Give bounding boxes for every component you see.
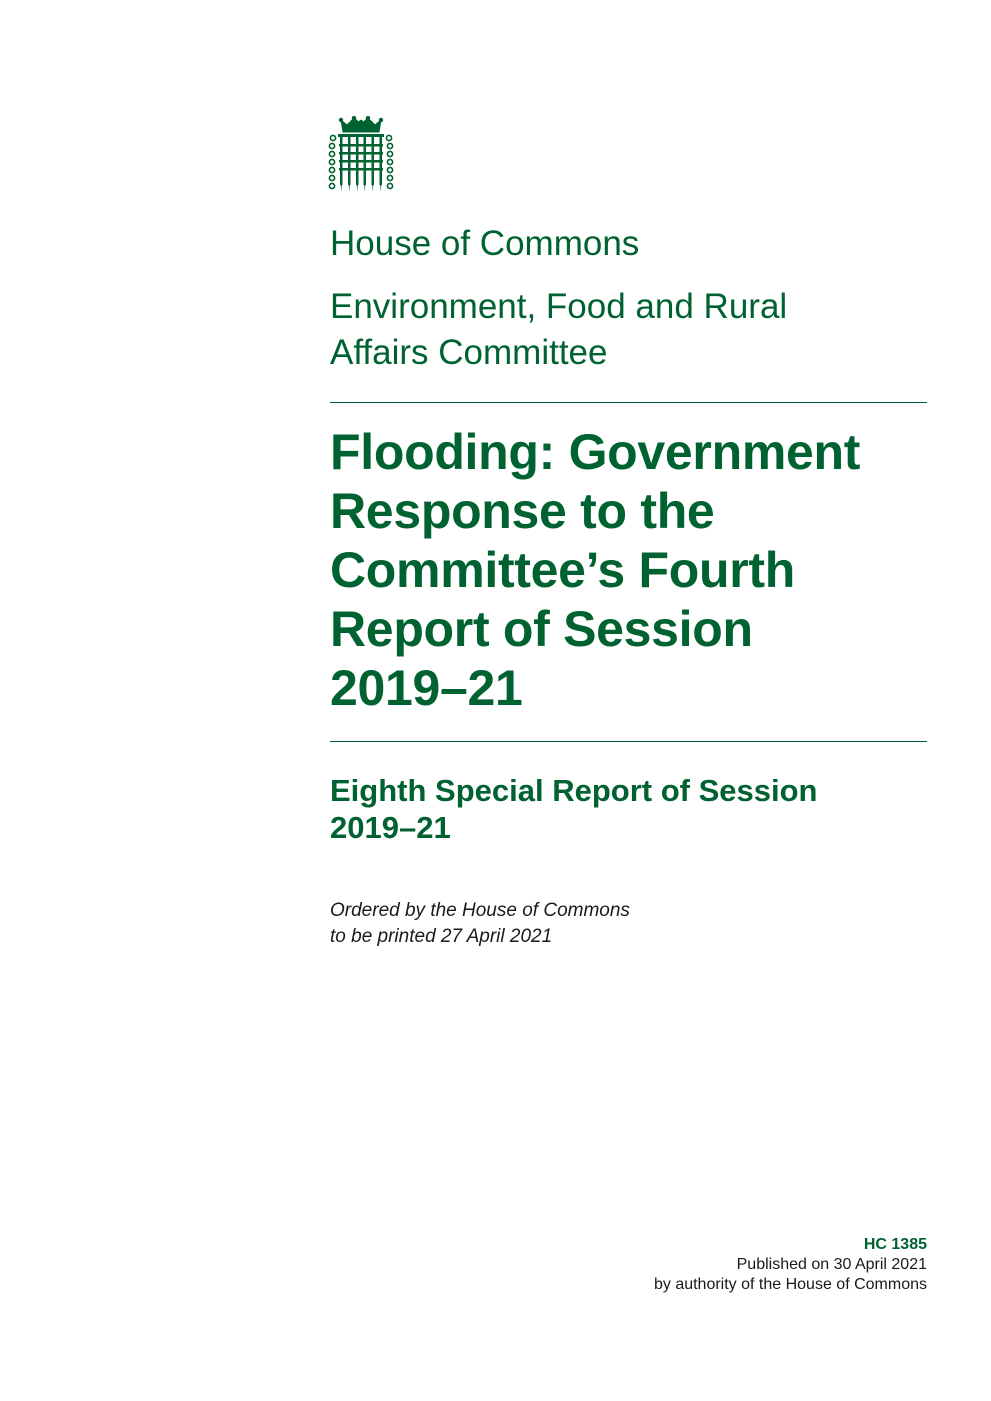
divider-bottom xyxy=(330,741,927,742)
published-date: Published on 30 April 2021 xyxy=(736,1256,927,1273)
report-subtitle-line: 2019–21 xyxy=(330,810,451,845)
portcullis-icon xyxy=(327,116,395,196)
committee-name xyxy=(330,284,930,376)
ordered-note-line: Ordered by the House of Commons xyxy=(330,900,630,921)
ordered-note xyxy=(330,898,830,950)
report-title-line: Committee’s Fourth xyxy=(330,542,795,598)
report-title-line: Response to the xyxy=(330,483,715,539)
hc-number: HC 1385 xyxy=(863,1236,927,1253)
report-title-line: 2019–21 xyxy=(330,660,523,716)
report-title-line: Flooding: Government xyxy=(330,424,861,480)
committee-name-line: Environment, Food and Rural xyxy=(330,287,788,326)
house-name: House of Commons xyxy=(330,224,640,263)
publication-info xyxy=(654,1235,927,1295)
report-subtitle xyxy=(330,772,927,846)
report-subtitle-line: Eighth Special Report of Session xyxy=(330,773,818,808)
report-title-line: Report of Session xyxy=(330,601,753,657)
publication-authority: by authority of the House of Commons xyxy=(653,1276,927,1293)
committee-name-line: Affairs Committee xyxy=(330,333,608,372)
ordered-note-line: to be printed 27 April 2021 xyxy=(330,926,553,947)
report-title xyxy=(330,423,927,718)
divider-top xyxy=(330,402,927,403)
